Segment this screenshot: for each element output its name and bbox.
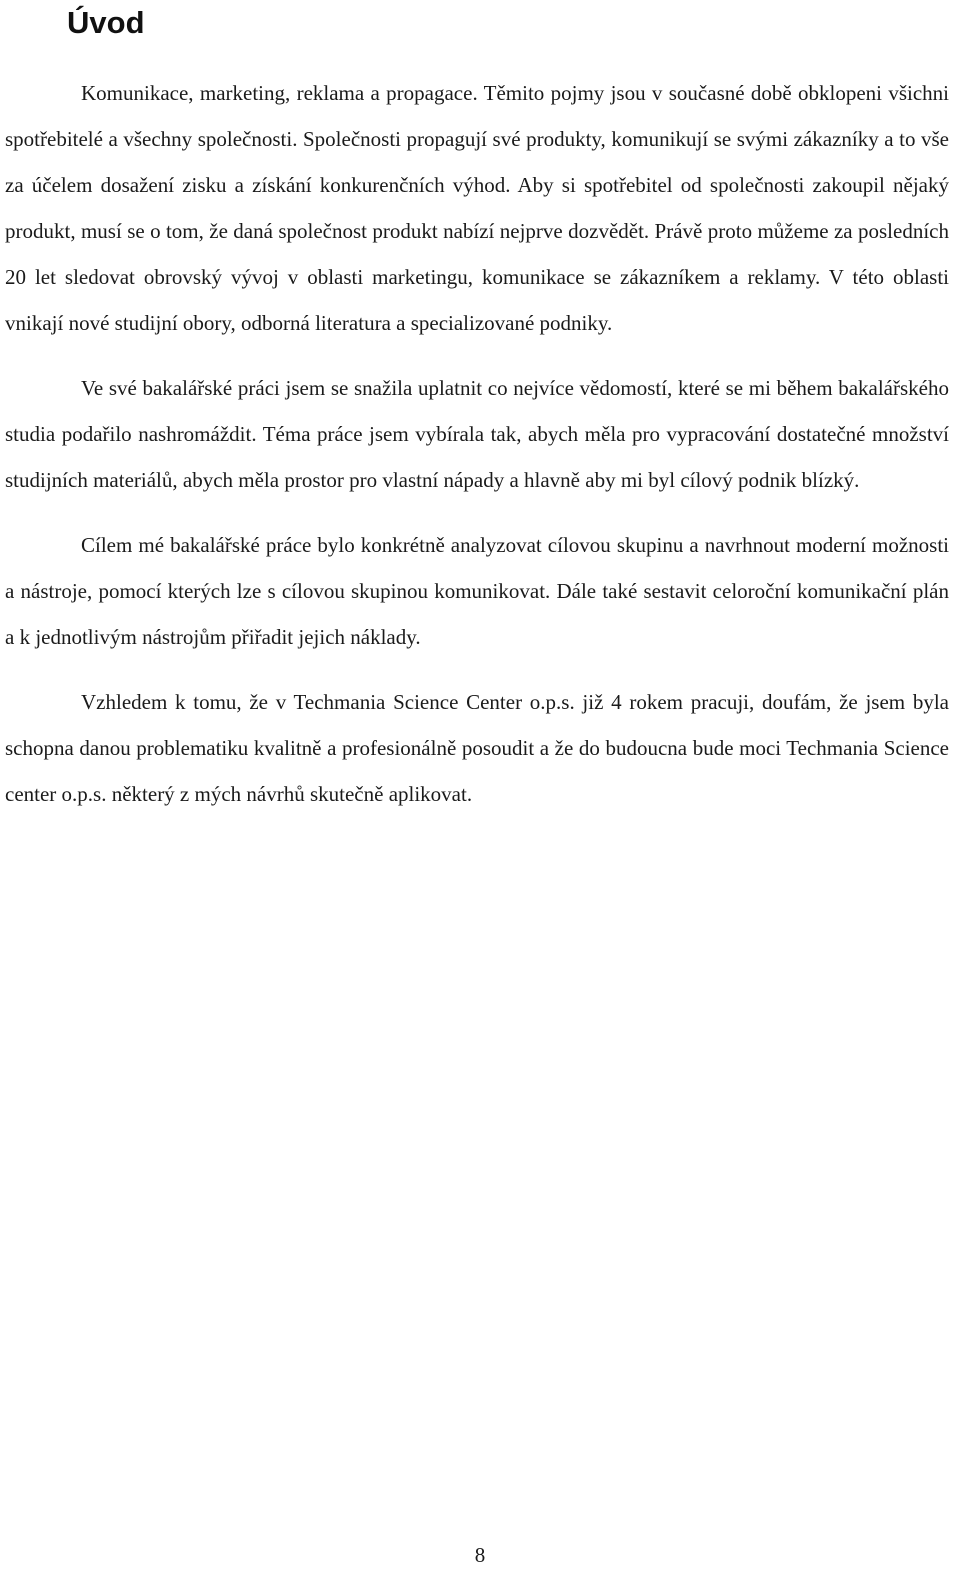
paragraph-3: Cílem mé bakalářské práce bylo konkrétně analyzovat cílovou skupinu a navrhnout moderní možnosti a nástroje, pomocí kterých lze s cílovou skupinou komunikovat. Dále také sestavit celoroční komunikační plán a k jednotlivým nástrojům přiřadit jejich náklady.	[5, 533, 949, 649]
body-text	[5, 70, 949, 836]
section-heading: Úvod	[67, 5, 145, 40]
paragraph-1: Komunikace, marketing, reklama a propagace. Těmito pojmy jsou v současné době obklopeni všichni spotřebitelé a všechny společnosti. Společnosti propagují své produkty, komunikují se svými zákazníky a to vše za účelem dosažení zisku a získání konkurenčních výhod. Aby si spotřebitel od společnosti zakoupil nějaký produkt, musí se o tom, že daná společnost produkt nabízí nejprve dozvědět. Právě proto můžeme za posledních 20 let sledovat obrovský vývoj v oblasti marketingu, komunikace se zákazníkem a reklamy. V této oblasti vnikají nové studijní obory, odborná literatura a specializované podniky.	[5, 81, 949, 335]
page-number: 8	[474, 1543, 486, 1567]
paragraph-4: Vzhledem k tomu, že v Techmania Science Center o.p.s. již 4 rokem pracuji, doufám, že jsem byla schopna danou problematiku kvalitně a profesionálně posoudit a že do budoucna bude moci Techmania Science center o.p.s. některý z mých návrhů skutečně aplikovat.	[5, 690, 949, 806]
paragraph-2: Ve své bakalářské práci jsem se snažila uplatnit co nejvíce vědomostí, které se mi během bakalářského studia podařilo nashromáždit. Téma práce jsem vybírala tak, abych měla pro vypracování dostatečné množství studijních materiálů, abych měla prostor pro vlastní nápady a hlavně aby mi byl cílový podnik blízký.	[5, 376, 949, 492]
